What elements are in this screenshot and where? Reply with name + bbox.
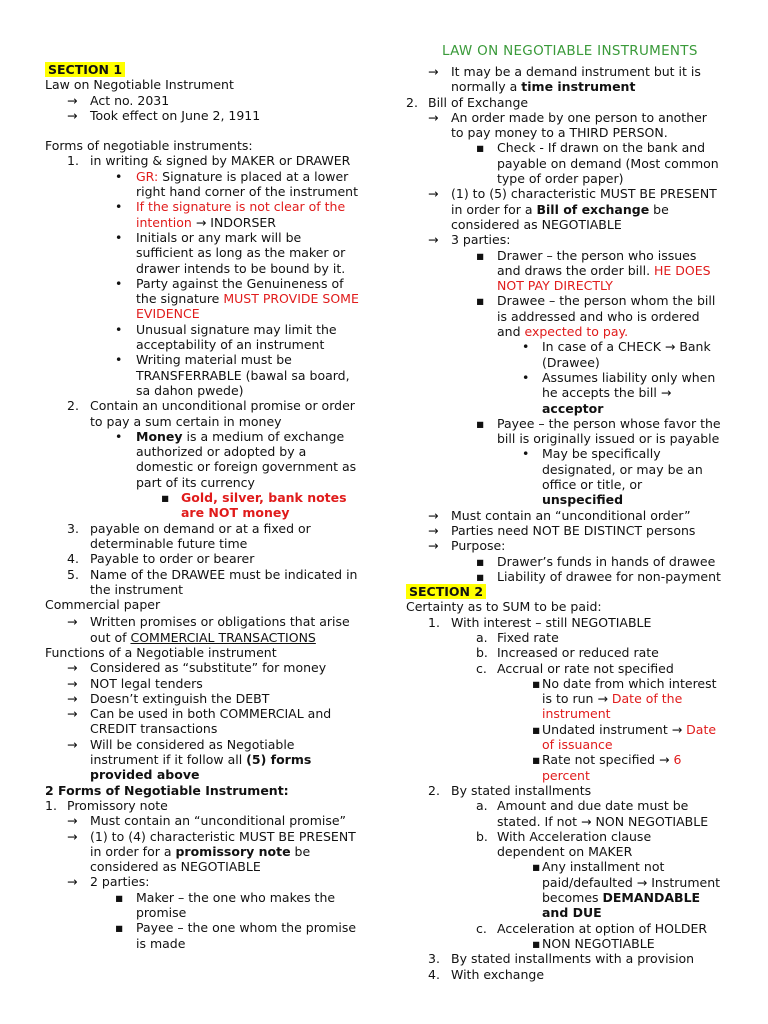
list-item: part of its currency — [136, 474, 255, 490]
list-item: promise — [136, 905, 187, 921]
list-item: of issuance — [542, 737, 613, 753]
list-item: in writing & signed by MAKER or DRAWER — [90, 153, 351, 169]
list-item: Amount and due date must be — [497, 798, 689, 814]
list-item: Fixed rate — [497, 629, 559, 645]
list-item: are NOT money — [181, 505, 290, 521]
list-item: HE DOES — [654, 262, 711, 278]
list-item: Gold, silver, bank notes — [181, 490, 347, 506]
arrow-icon: → — [67, 706, 78, 722]
list-item: Name of the DRAWEE must be indicated in — [90, 566, 358, 582]
list-item: dependent on MAKER — [497, 844, 633, 860]
square-bullet-icon: ▪ — [115, 889, 124, 905]
list-item: determinable future time — [90, 535, 248, 551]
arrow-icon: → — [428, 522, 439, 538]
square-bullet-icon: ▪ — [476, 140, 485, 156]
list-item: be — [649, 201, 669, 217]
list-item: unspecified — [542, 492, 624, 508]
list-item: (1) to (4) characteristic MUST BE PRESENT — [90, 828, 356, 844]
list-item: to pay money to a THIRD PERSON. — [451, 125, 668, 141]
list-item: (1) to (5) characteristic MUST BE PRESENT — [451, 186, 717, 202]
page-title: LAW ON NEGOTIABLE INSTRUMENTS — [442, 43, 698, 59]
list-item: Must contain an “unconditional order” — [451, 507, 691, 523]
list-item: Purpose: — [451, 538, 506, 554]
effect-date: Took effect on June 2, 1911 — [90, 107, 261, 123]
list-item: is addressed and who is ordered — [497, 308, 700, 324]
list-number: 4. — [67, 551, 79, 567]
list-item: Liability of drawee for non-payment — [497, 568, 721, 584]
list-item: With interest – still NEGOTIABLE — [451, 614, 652, 630]
list-item: Rate not specified → — [542, 752, 674, 768]
list-item: be — [290, 843, 311, 859]
list-item: considered as NEGOTIABLE — [90, 859, 261, 875]
list-item: type of order paper) — [497, 171, 624, 187]
list-number: 1. — [67, 153, 79, 169]
list-item: Date — [686, 721, 717, 737]
gr-label: GR: — [136, 168, 159, 184]
list-item: right hand corner of the instrument — [136, 184, 358, 200]
list-number: 2. — [67, 398, 79, 414]
list-item: Drawer – the person who issues — [497, 247, 697, 263]
list-number: 3. — [67, 520, 79, 536]
list-item: If the signature is not clear of the — [136, 199, 346, 215]
list-item: Increased or reduced rate — [497, 645, 659, 661]
forms-heading: Forms of negotiable instruments: — [45, 138, 253, 154]
list-item: payable on demand or at a fixed or — [90, 520, 311, 536]
list-item: the instrument — [90, 581, 184, 597]
list-letter: c. — [476, 660, 487, 676]
list-item: stated. If not → NON NEGOTIABLE — [497, 813, 709, 829]
list-letter: c. — [476, 920, 487, 936]
list-item: Money — [136, 428, 183, 444]
list-item: authorized or adopted by a — [136, 444, 307, 460]
list-item: normally a — [451, 79, 522, 95]
list-item: Considered as “substitute” for money — [90, 660, 327, 676]
list-item: Written promises or obligations that arise — [90, 614, 350, 630]
list-letter: a. — [476, 629, 488, 645]
list-item: in order for a — [90, 843, 176, 859]
arrow-icon: → — [67, 813, 78, 829]
bullet-icon: • — [522, 446, 530, 462]
square-bullet-icon: ▪ — [476, 568, 485, 584]
list-item: → INDORSER — [191, 214, 276, 230]
list-item: Payee – the one whom the promise — [136, 920, 357, 936]
list-item: It may be a demand instrument but it is — [451, 64, 701, 79]
square-bullet-icon: ▪ — [532, 935, 541, 951]
list-item: Can be used in both COMMERCIAL and — [90, 706, 332, 722]
list-letter: b. — [476, 828, 488, 844]
list-item: Signature is placed at a lower — [158, 168, 349, 184]
list-item: May be specifically — [542, 446, 661, 462]
list-number: 1. — [45, 797, 57, 813]
left-column — [45, 62, 375, 951]
square-bullet-icon: ▪ — [532, 752, 541, 768]
right-column — [406, 43, 746, 982]
list-item: in order for a — [451, 201, 537, 217]
list-item: to pay a sum certain in money — [90, 413, 282, 429]
list-item: Parties need NOT BE DISTINCT persons — [451, 522, 696, 538]
list-item: is a medium of exchange — [182, 428, 345, 444]
square-bullet-icon: ▪ — [161, 490, 170, 506]
bullet-icon: • — [522, 339, 530, 355]
list-number: 2. — [428, 782, 440, 798]
list-item: bill is originally issued or is payable — [497, 431, 720, 447]
list-number: 3. — [428, 951, 440, 967]
list-number: 5. — [67, 566, 79, 582]
arrow-icon: → — [67, 690, 78, 706]
list-item: and draws the order bill. — [497, 262, 655, 278]
list-item: EVIDENCE — [136, 306, 200, 322]
arrow-icon: → — [67, 660, 78, 676]
square-bullet-icon: ▪ — [115, 920, 124, 936]
list-item: domestic or foreign government as — [136, 459, 357, 475]
arrow-icon: → — [67, 736, 78, 752]
list-item: Drawee – the person whom the bill — [497, 293, 716, 309]
list-item: becomes — [542, 890, 603, 906]
arrow-icon: → — [67, 92, 78, 108]
list-item: Check - If drawn on the bank and — [497, 140, 706, 156]
list-item: considered as NEGOTIABLE — [451, 216, 622, 232]
list-item: COMMERCIAL TRANSACTIONS — [130, 629, 316, 645]
list-item: 3 parties: — [451, 232, 511, 248]
arrow-icon: → — [428, 232, 439, 248]
list-item: time instrument — [521, 79, 636, 95]
list-item: Bill of exchange — [536, 201, 650, 217]
section-2-heading: SECTION 2 — [406, 584, 486, 599]
list-item: he accepts the bill → — [542, 385, 672, 401]
list-number: 4. — [428, 966, 440, 982]
list-item: MUST PROVIDE SOME — [223, 291, 359, 307]
list-item: Initials or any mark will be — [136, 229, 302, 245]
list-letter: b. — [476, 645, 488, 661]
list-item: In case of a CHECK → Bank — [542, 339, 711, 355]
list-item: (5) forms — [246, 752, 312, 768]
square-bullet-icon: ▪ — [532, 675, 541, 691]
list-number: 2. — [406, 94, 418, 110]
functions-heading: Functions of a Negotiable instrument — [45, 644, 277, 660]
arrow-icon: → — [428, 507, 439, 523]
list-item: With exchange — [451, 966, 545, 982]
list-item: Writing material must be — [136, 352, 292, 368]
list-item: is made — [136, 935, 186, 951]
list-item: Must contain an “unconditional promise” — [90, 813, 347, 829]
list-item: expected to pay. — [524, 324, 629, 340]
list-item: Payable to order or bearer — [90, 551, 255, 567]
list-item: NOT legal tenders — [90, 675, 203, 691]
list-item: 2 parties: — [90, 874, 150, 890]
commercial-heading: Commercial paper — [45, 597, 161, 613]
list-item: Bill of Exchange — [428, 94, 529, 110]
list-item: Contain an unconditional promise or order — [90, 398, 355, 414]
section-1-heading: SECTION 1 — [45, 62, 125, 77]
list-item: DEMANDABLE — [602, 890, 701, 906]
list-item: TRANSFERRABLE (bawal sa board, — [136, 367, 350, 383]
list-item: and DUE — [542, 905, 602, 921]
arrow-icon: → — [428, 538, 439, 554]
list-item: intention — [136, 214, 192, 230]
bullet-icon: • — [115, 168, 123, 184]
square-bullet-icon: ▪ — [476, 247, 485, 263]
list-item: Accrual or rate not specified — [497, 660, 674, 676]
bullet-icon: • — [115, 199, 123, 215]
list-item: acceptability of an instrument — [136, 337, 325, 353]
arrow-icon: → — [67, 874, 78, 890]
list-item: Will be considered as Negotiable — [90, 736, 295, 752]
list-item: provided above — [90, 767, 200, 783]
list-item: Date of the — [611, 691, 683, 707]
list-item: Undated instrument → — [542, 721, 687, 737]
arrow-icon: → — [67, 614, 78, 630]
arrow-icon: → — [428, 186, 439, 202]
square-bullet-icon: ▪ — [532, 721, 541, 737]
arrow-icon: → — [428, 64, 439, 79]
arrow-icon: → — [67, 675, 78, 691]
bullet-icon: • — [115, 321, 123, 337]
list-item: percent — [542, 767, 590, 783]
list-item: Payee – the person whose favor the — [497, 415, 721, 431]
list-item: CREDIT transactions — [90, 721, 218, 737]
list-item: Drawer’s funds in hands of drawee — [497, 553, 716, 569]
list-item: promissory note — [175, 843, 291, 859]
list-item: Maker – the one who makes the — [136, 889, 336, 905]
list-item: drawer intends to be bound by it. — [136, 260, 346, 276]
law-heading: Law on Negotiable Instrument — [45, 77, 234, 93]
list-item: sufficient as long as the maker or — [136, 245, 346, 261]
square-bullet-icon: ▪ — [476, 415, 485, 431]
arrow-icon: → — [67, 828, 78, 844]
list-item: office or title, or — [542, 477, 643, 493]
list-item: sa dahon pwede) — [136, 382, 244, 398]
list-item: (Drawee) — [542, 354, 600, 370]
list-item: Any installment not — [542, 859, 665, 875]
list-item: the signature — [136, 291, 224, 307]
list-item: designated, or may be an — [542, 461, 703, 477]
list-item: paid/defaulted → Instrument — [542, 874, 721, 890]
list-number: 1. — [428, 614, 440, 630]
list-item: No date from which interest — [542, 675, 717, 691]
list-item: Doesn’t extinguish the DEBT — [90, 690, 270, 706]
certainty-heading: Certainty as to SUM to be paid: — [406, 599, 602, 615]
list-item: NON NEGOTIABLE — [542, 935, 655, 951]
square-bullet-icon: ▪ — [476, 293, 485, 309]
list-item: payable on demand (Most common — [497, 155, 719, 171]
list-item: 6 — [673, 752, 682, 768]
list-item: Party against the Genuineness of — [136, 275, 344, 291]
list-item: Assumes liability only when — [542, 369, 716, 385]
list-item: Promissory note — [67, 797, 168, 813]
square-bullet-icon: ▪ — [476, 553, 485, 569]
bullet-icon: • — [522, 369, 530, 385]
list-item: acceptor — [542, 400, 604, 416]
bullet-icon: • — [115, 352, 123, 368]
bullet-icon: • — [115, 275, 123, 291]
list-item: and — [497, 324, 525, 340]
two-forms-heading: 2 Forms of Negotiable Instrument: — [45, 782, 289, 798]
list-item: Unusual signature may limit the — [136, 321, 337, 337]
arrow-icon: → — [428, 109, 439, 125]
list-item: out of — [90, 629, 131, 645]
bullet-icon: • — [115, 428, 123, 444]
act-number: Act no. 2031 — [90, 92, 170, 108]
list-item: Acceleration at option of HOLDER — [497, 920, 708, 936]
list-item: instrument if it follow all — [90, 752, 247, 768]
list-item: NOT PAY DIRECTLY — [497, 278, 613, 294]
list-item: instrument — [542, 706, 611, 722]
square-bullet-icon: ▪ — [532, 859, 541, 875]
list-item: By stated installments — [451, 782, 592, 798]
list-letter: a. — [476, 798, 488, 814]
list-item: is to run → — [542, 691, 612, 707]
list-item: An order made by one person to another — [451, 109, 707, 125]
arrow-icon: → — [67, 107, 78, 123]
list-item: By stated installments with a provision — [451, 951, 695, 967]
bullet-icon: • — [115, 229, 123, 245]
list-item: With Acceleration clause — [497, 828, 652, 844]
